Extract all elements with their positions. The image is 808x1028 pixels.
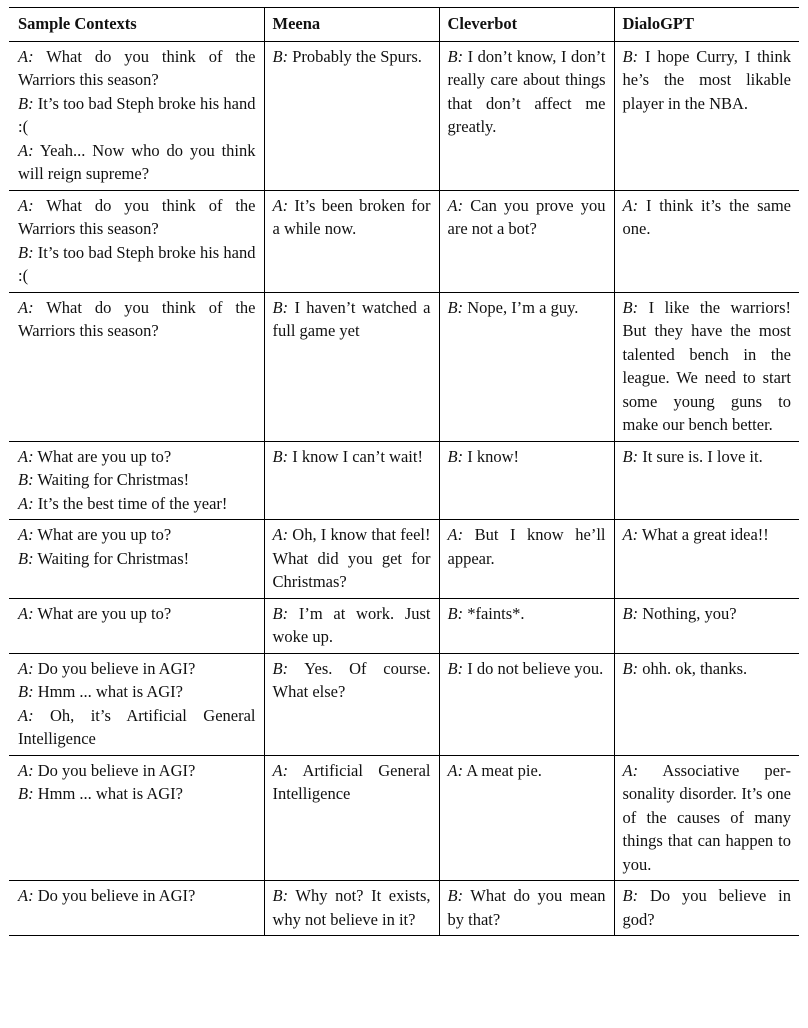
utterance-text: Nope, I’m a guy. <box>467 297 579 317</box>
meena-response-cell <box>264 881 439 936</box>
dialogpt-response-cell <box>614 598 799 653</box>
meena-response-cell <box>264 292 439 441</box>
speaker-label: B: <box>622 603 639 623</box>
speaker-label: B: <box>447 46 464 66</box>
table-row <box>9 653 799 755</box>
speaker-label: A: <box>18 525 34 544</box>
utterance-text: I know! <box>467 446 519 466</box>
utterance-text: Can you prove you are not a bot? <box>447 195 606 238</box>
utterance-text: But I know he’ll appear. <box>447 525 606 568</box>
speaker-label: A: <box>622 195 639 215</box>
meena-response-cell <box>264 41 439 190</box>
dialogpt-response-cell <box>614 292 799 441</box>
response-turn <box>273 45 431 69</box>
context-turn <box>18 704 256 751</box>
utterance-text: *faints*. <box>467 603 525 623</box>
dialogpt-response-cell <box>614 520 799 599</box>
context-turn <box>18 139 256 186</box>
utterance-text: Do you believe in AGI? <box>37 658 196 678</box>
speaker-label: B: <box>272 297 289 317</box>
utterance-text: Waiting for Christmas! <box>37 470 190 489</box>
utterance-text: Waiting for Christmas! <box>37 548 190 568</box>
meena-response-cell <box>264 520 439 599</box>
utterance-text: What a great idea!! <box>641 525 769 544</box>
response-turn <box>448 884 606 931</box>
response-turn <box>273 523 431 594</box>
context-turn <box>18 782 256 806</box>
context-cell <box>9 441 264 520</box>
utterance-text: Probably the Spurs. <box>292 46 422 66</box>
utterance-text: Do you believe in god? <box>622 886 792 929</box>
meena-response-cell <box>264 755 439 881</box>
speaker-label: B: <box>272 46 289 66</box>
response-turn <box>623 45 792 116</box>
speaker-label: A: <box>18 446 34 466</box>
response-turn <box>623 194 792 241</box>
speaker-label: B: <box>272 603 289 623</box>
context-cell <box>9 292 264 441</box>
header-dialogpt: DialoGPT <box>614 8 799 42</box>
speaker-label: A: <box>272 760 289 780</box>
utterance-text: What do you think of the Warriors this season? <box>18 195 256 238</box>
speaker-label: A: <box>18 493 34 513</box>
context-turn <box>18 468 256 492</box>
utterance-text: I don’t know, I don’t really care about things that don’t affect me greatly. <box>447 46 606 136</box>
context-cell <box>9 190 264 292</box>
context-turn <box>18 759 256 783</box>
response-turn <box>623 296 792 437</box>
context-turn <box>18 194 256 241</box>
speaker-label: B: <box>447 446 464 466</box>
utterance-text: Yes. Of course. What else? <box>272 658 431 701</box>
utterance-text: What do you think of the Warriors this season? <box>18 46 256 89</box>
utterance-text: I hope Curry, I think he’s the most likable player in the NBA. <box>622 46 792 113</box>
table-row <box>9 755 799 881</box>
context-turn <box>18 241 256 288</box>
speaker-label: B: <box>18 784 34 803</box>
cleverbot-response-cell <box>439 653 614 755</box>
speaker-label: A: <box>18 886 34 905</box>
context-turn <box>18 523 256 547</box>
speaker-label: B: <box>447 886 464 905</box>
utterance-text: Artificial General Intelligence <box>272 760 431 803</box>
speaker-label: B: <box>622 658 639 678</box>
speaker-label: A: <box>622 760 639 780</box>
speaker-label: B: <box>272 886 289 905</box>
context-turn <box>18 680 256 704</box>
response-turn <box>448 523 606 570</box>
speaker-label: B: <box>622 886 639 905</box>
speaker-label: B: <box>622 297 639 317</box>
table-row <box>9 190 799 292</box>
table-row <box>9 441 799 520</box>
speaker-label: B: <box>272 658 289 678</box>
utterance-text: What do you mean by that? <box>447 886 606 929</box>
cleverbot-response-cell <box>439 190 614 292</box>
speaker-label: A: <box>447 760 464 780</box>
response-turn <box>623 523 792 547</box>
utterance-text: It’s too bad Steph broke his hand :( <box>18 242 256 285</box>
meena-response-cell <box>264 598 439 653</box>
speaker-label: B: <box>18 242 34 262</box>
speaker-label: A: <box>18 603 34 623</box>
response-turn <box>273 884 431 931</box>
utterance-text: ohh. ok, thanks. <box>642 658 748 678</box>
utterance-text: Why not? It exists, why not believe in it? <box>272 886 431 929</box>
utterance-text: Oh, I know that feel! What did you get for Christmas? <box>272 525 431 591</box>
response-turn <box>448 759 606 783</box>
context-cell <box>9 41 264 190</box>
context-turn <box>18 657 256 681</box>
context-turn <box>18 492 256 516</box>
response-turn <box>623 759 792 877</box>
utterance-text: It’s been broken for a while now. <box>272 195 431 238</box>
utterance-text: It’s the best time of the year! <box>37 493 228 513</box>
speaker-label: A: <box>447 525 464 544</box>
header-sample-contexts: Sample Contexts <box>18 14 137 33</box>
speaker-label: B: <box>447 297 464 317</box>
speaker-label: A: <box>18 760 34 780</box>
utterance-text: What are you up to? <box>37 525 172 544</box>
utterance-text: Oh, it’s Artificial General Intelligence <box>18 705 256 748</box>
meena-response-cell <box>264 441 439 520</box>
dialogpt-response-cell <box>614 441 799 520</box>
utterance-text: Hmm ... what is AGI? <box>37 784 183 803</box>
dialogpt-response-cell <box>614 653 799 755</box>
context-turn <box>18 602 256 626</box>
speaker-label: A: <box>272 525 289 544</box>
response-turn <box>448 445 606 469</box>
cleverbot-response-cell <box>439 441 614 520</box>
table-row <box>9 292 799 441</box>
table-row <box>9 520 799 599</box>
utterance-text: It sure is. I love it. <box>642 446 763 466</box>
response-turn <box>623 657 792 681</box>
context-turn <box>18 92 256 139</box>
context-cell <box>9 653 264 755</box>
utterance-text: A meat pie. <box>466 760 542 780</box>
dialogpt-response-cell <box>614 41 799 190</box>
context-cell <box>9 755 264 881</box>
utterance-text: I do not believe you. <box>467 658 604 678</box>
cleverbot-response-cell <box>439 755 614 881</box>
header-row <box>9 8 799 42</box>
speaker-label: B: <box>18 93 34 113</box>
speaker-label: B: <box>622 446 639 466</box>
utterance-text: I think it’s the same one. <box>622 195 791 238</box>
speaker-label: A: <box>18 705 34 725</box>
response-turn <box>273 194 431 241</box>
speaker-label: B: <box>447 603 464 623</box>
speaker-label: B: <box>447 658 464 678</box>
response-turn <box>273 759 431 806</box>
table-row <box>9 881 799 936</box>
cleverbot-response-cell <box>439 41 614 190</box>
dialogpt-response-cell <box>614 755 799 881</box>
speaker-label: A: <box>447 195 464 215</box>
meena-response-cell <box>264 190 439 292</box>
response-turn <box>273 296 431 343</box>
header-meena: Meena <box>264 8 439 42</box>
utterance-text: Nothing, you? <box>642 603 737 623</box>
cleverbot-response-cell <box>439 520 614 599</box>
cleverbot-response-cell <box>439 292 614 441</box>
response-turn <box>273 602 431 649</box>
speaker-label: A: <box>18 297 34 317</box>
meena-response-cell <box>264 653 439 755</box>
utterance-text: What do you think of the Warriors this season? <box>18 297 256 340</box>
utterance-text: Do you believe in AGI? <box>37 760 196 780</box>
dialogpt-response-cell <box>614 190 799 292</box>
utterance-text: What are you up to? <box>37 603 172 623</box>
context-turn <box>18 547 256 571</box>
comparison-table <box>9 7 799 936</box>
speaker-label: A: <box>272 195 289 215</box>
response-turn <box>623 445 792 469</box>
dialogpt-response-cell <box>614 881 799 936</box>
response-turn <box>623 602 792 626</box>
speaker-label: A: <box>18 195 34 215</box>
context-cell <box>9 598 264 653</box>
response-turn <box>448 657 606 681</box>
utterance-text: I like the warriors! But they have the most talented bench in the league. We need to start some young guns to make our bench better. <box>622 297 791 434</box>
utterance-text: Do you believe in AGI? <box>37 886 196 905</box>
utterance-text: I haven’t watched a full game yet <box>272 297 431 340</box>
speaker-label: A: <box>18 658 34 678</box>
speaker-label: A: <box>18 140 34 160</box>
speaker-label: A: <box>622 525 639 544</box>
table-row <box>9 41 799 190</box>
speaker-label: A: <box>18 46 34 66</box>
speaker-label: B: <box>18 548 34 568</box>
context-turn <box>18 296 256 343</box>
utterance-text: I’m at work. Just woke up. <box>272 603 431 646</box>
utterance-text: It’s too bad Steph broke his hand :( <box>18 93 256 136</box>
context-cell <box>9 881 264 936</box>
table-header <box>9 8 799 42</box>
utterance-text: Yeah... Now who do you think will reign supreme? <box>18 140 256 183</box>
response-turn <box>448 194 606 241</box>
context-turn <box>18 45 256 92</box>
header-cleverbot: Cleverbot <box>439 8 614 42</box>
cleverbot-response-cell <box>439 598 614 653</box>
utterance-text: I know I can’t wait! <box>292 446 423 466</box>
speaker-label: B: <box>18 470 34 489</box>
speaker-label: B: <box>622 46 639 66</box>
table-body <box>9 41 799 936</box>
response-turn <box>273 657 431 704</box>
response-turn <box>448 296 606 320</box>
speaker-label: B: <box>18 682 34 701</box>
response-turn <box>448 602 606 626</box>
utterance-text: Hmm ... what is AGI? <box>37 682 183 701</box>
context-turn <box>18 445 256 469</box>
cleverbot-response-cell <box>439 881 614 936</box>
speaker-label: B: <box>272 446 289 466</box>
context-cell <box>9 520 264 599</box>
response-turn <box>623 884 792 931</box>
response-turn <box>273 445 431 469</box>
response-turn <box>448 45 606 139</box>
utterance-text: What are you up to? <box>37 446 172 466</box>
utterance-text: Associative personality disorder. It’s one of the causes of many things that can happen to you. <box>622 760 791 874</box>
context-turn <box>18 884 256 908</box>
table-row <box>9 598 799 653</box>
